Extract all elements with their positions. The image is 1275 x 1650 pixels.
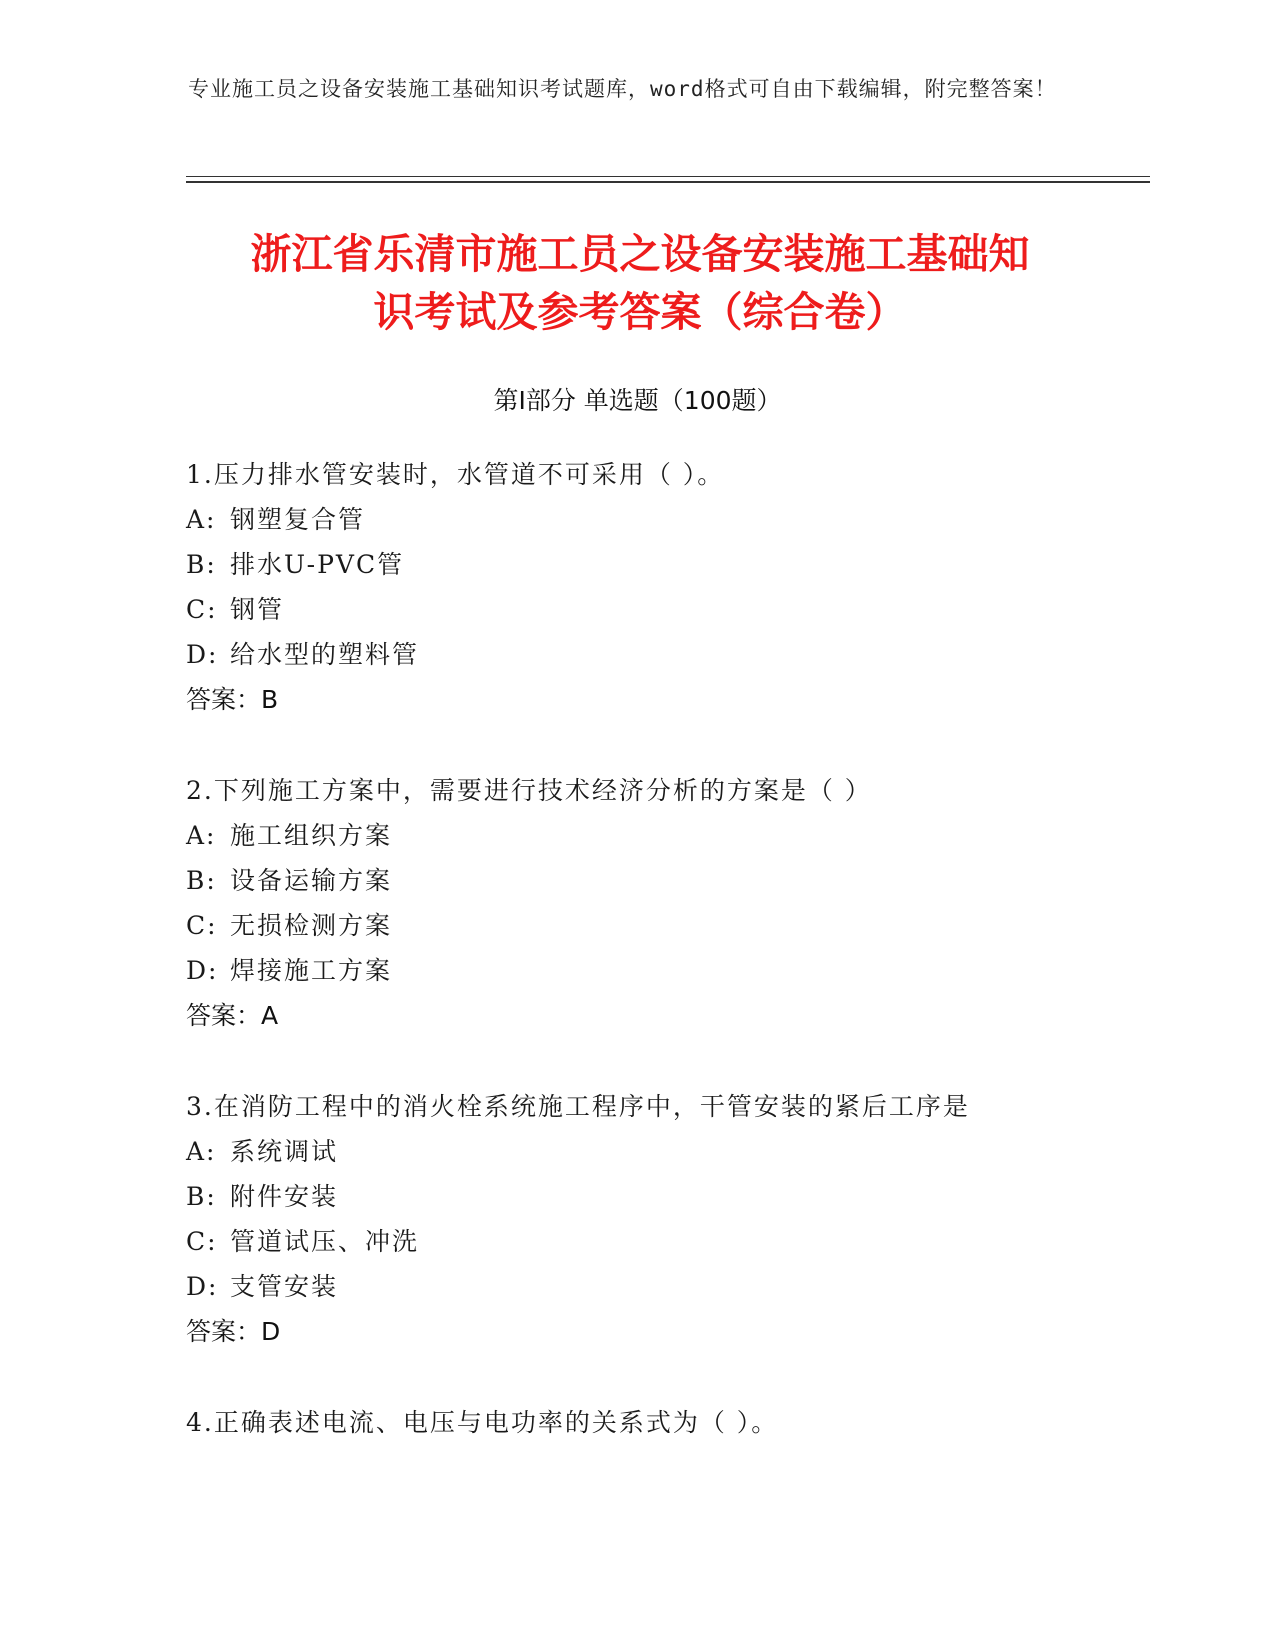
option-letter: B: [186,550,217,579]
option-letter: B: [186,866,217,895]
option-letter: A: [186,821,217,850]
question-stem: 4.正确表述电流、电压与电功率的关系式为（ ）。 [186,1408,779,1437]
question-stem: 1.压力排水管安装时，水管道不可采用（ ）。 [186,460,725,489]
question-option-c [186,587,1086,632]
header-divider-thick [186,181,1150,183]
section-heading: 第Ⅰ部分 单选题（100题） [493,386,782,415]
question-4 [186,1400,1086,1445]
option-letter: A: [186,505,217,534]
document-title-line-1: 浙江省乐清市施工员之设备安装施工基础知 [250,230,1030,278]
question-answer: 答案：B [186,685,279,714]
question-option-d [186,948,1086,993]
question-stem: 2.下列施工方案中，需要进行技术经济分析的方案是（ ） [186,776,872,805]
option-letter: A: [186,1137,217,1166]
question-option-b [186,858,1086,903]
question-option-a [186,813,1086,858]
option-letter: C: [186,911,218,940]
option-text: 设备运输方案 [230,866,393,895]
question-option-d [186,632,1086,677]
question-option-c [186,903,1086,948]
option-text: 排水U-PVC管 [230,550,405,579]
option-letter: C: [186,595,218,624]
option-text: 支管安装 [230,1272,339,1301]
document-title-line-2: 识考试及参考答案（综合卷） [373,288,907,336]
question-option-b [186,542,1086,587]
option-letter: D: [186,640,219,669]
option-text: 附件安装 [230,1182,339,1211]
option-text: 管道试压、冲洗 [230,1227,420,1256]
question-stem: 3.在消防工程中的消火栓系统施工程序中，干管安装的紧后工序是 [186,1092,970,1121]
document-title [180,225,1100,341]
option-letter: D: [186,1272,219,1301]
question-answer: 答案：D [186,1317,281,1346]
option-text: 给水型的塑料管 [230,640,420,669]
option-text: 钢塑复合管 [230,505,366,534]
question-option-d [186,1264,1086,1309]
question-option-a [186,1129,1086,1174]
question-3 [186,1084,1086,1354]
option-text: 无损检测方案 [230,911,393,940]
header-divider-thin [186,176,1150,177]
option-letter: B: [186,1182,217,1211]
option-text: 焊接施工方案 [230,956,393,985]
header-note: 专业施工员之设备安装施工基础知识考试题库，word格式可自由下载编辑，附完整答案！ [188,77,1057,101]
question-option-b [186,1174,1086,1219]
question-answer: 答案：A [186,1001,279,1030]
option-letter: D: [186,956,219,985]
question-option-a [186,497,1086,542]
question-option-c [186,1219,1086,1264]
question-2 [186,768,1086,1038]
option-text: 钢管 [230,595,285,624]
option-letter: C: [186,1227,218,1256]
question-1 [186,452,1086,722]
option-text: 施工组织方案 [230,821,393,850]
option-text: 系统调试 [230,1137,339,1166]
